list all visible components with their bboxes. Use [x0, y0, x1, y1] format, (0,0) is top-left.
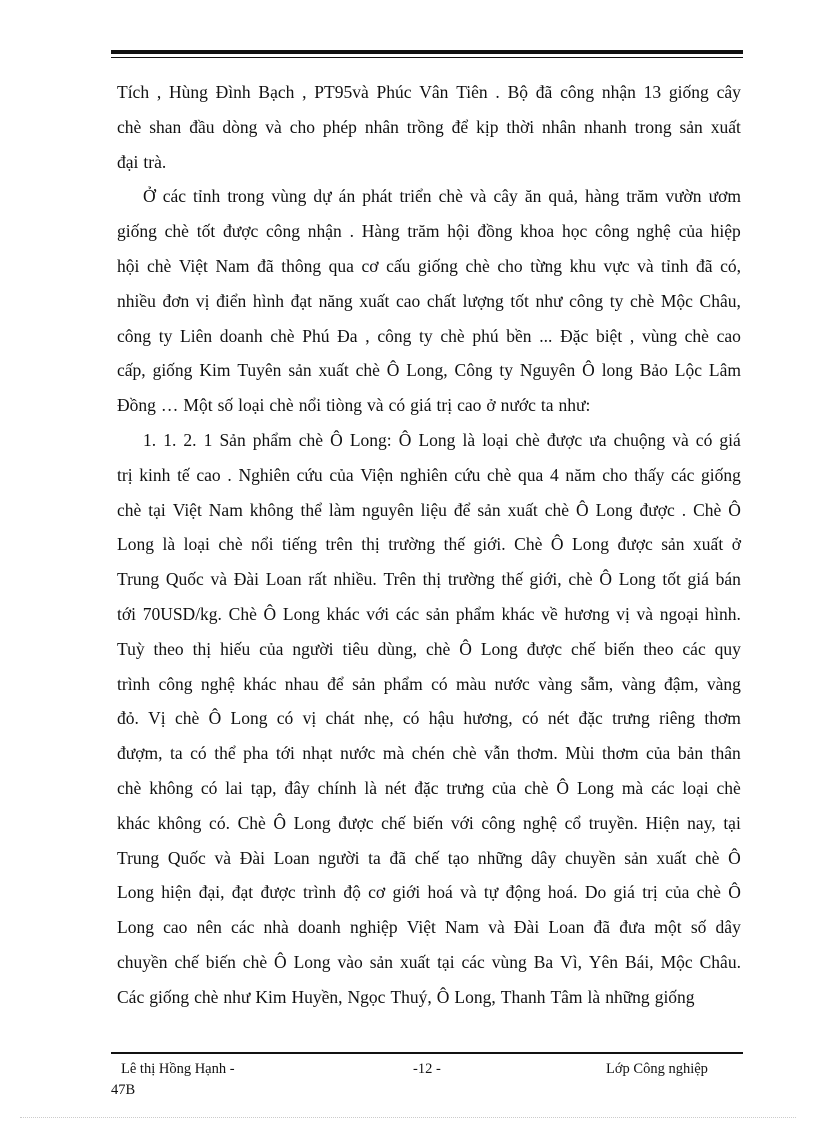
text-line: 1. 1. 2. 1 Sản phẩm chè Ô Long: Ô Long là loại chè được ưa chuộng và có giá — [143, 429, 741, 450]
footer-author-class-code: 47B — [111, 1082, 136, 1098]
paragraph — [117, 75, 741, 179]
footer-page-number: -12 - — [413, 1061, 441, 1077]
text-line: khác không có. Chè Ô Long được chế biến với công nghệ cổ truyền. Hiện nay, tại — [117, 812, 741, 833]
text-line: chè shan đầu dòng và cho phép nhân trồng để kịp thời nhân nhanh trong sản xuất — [117, 116, 741, 137]
text-line: Ở các tỉnh trong vùng dự án phát triển chè và cây ăn quả, hàng trăm vườn ươm — [143, 186, 741, 207]
text-line: giống chè tốt được công nhận . Hàng trăm hội đồng khoa học công nghệ của hiệp — [117, 221, 741, 242]
document-body — [117, 75, 741, 1015]
text-line: Trung Quốc và Đài Loan rất nhiều. Trên thị trường thế giới, chè Ô Long tốt giá bán — [117, 569, 741, 590]
text-line: Long là loại chè nổi tiếng trên thị trường thế giới. Chè Ô Long được sản xuất ở — [117, 534, 741, 555]
text-line: Tuỳ theo thị hiếu của người tiêu dùng, chè Ô Long được chế biến theo các quy — [117, 638, 741, 659]
footer-class-name: Lớp Công nghiệp — [606, 1061, 708, 1077]
text-line: chè tại Việt Nam không thể làm nguyên liệu để sản xuất chè Ô Long được . Chè Ô — [117, 499, 741, 520]
text-line: đỏ. Vị chè Ô Long có vị chát nhẹ, có hậu hương, có nét đặc trưng riêng thơm — [117, 708, 741, 729]
header-rule-thin — [111, 57, 743, 58]
text-line: Long cao nên các nhà doanh nghiệp Việt Nam và Đài Loan đã đưa một số dây — [117, 917, 741, 938]
text-line: Long hiện đại, đạt được trình độ cơ giới hoá và tự động hoá. Do giá trị của chè Ô — [117, 882, 741, 903]
text-line: đượm, ta có thể pha tới nhạt nước mà chén chè vẫn thơm. Mùi thơm của bản thân — [117, 743, 741, 764]
text-line: tới 70USD/kg. Chè Ô Long khác với các sản phẩm khác về hương vị và ngoại hình. — [117, 603, 741, 624]
header-rule-thick — [111, 50, 743, 54]
footer-author — [111, 1059, 321, 1101]
text-line: Đồng … Một số loại chè nổi tiòng và có giá trị cao ở nước ta như: — [117, 395, 591, 416]
text-line: Tích , Hùng Đình Bạch , PT95và Phúc Vân Tiên . Bộ đã công nhận 13 giống cây — [117, 82, 741, 102]
text-line: chè không có lai tạp, đây chính là nét đặc trưng của chè Ô Long mà các loại chè — [117, 777, 741, 798]
text-line: trình công nghệ khác nhau để sản phẩm có màu nước vàng sẫm, vàng đậm, vàng — [117, 673, 741, 694]
text-line: Các giống chè như Kim Huyền, Ngọc Thuý, Ô Long, Thanh Tâm là những giống — [117, 986, 695, 1007]
page-edge-divider — [20, 1117, 796, 1118]
text-line: đại trà. — [117, 151, 167, 172]
text-line: công ty Liên doanh chè Phú Đa , công ty chè phú bền ... Đặc biệt , vùng chè cao — [117, 325, 741, 346]
footer-author-name: Lê thị Hồng Hạnh - — [121, 1061, 235, 1077]
paragraph — [117, 423, 741, 1015]
footer-rule — [111, 1052, 743, 1054]
text-line: trị kinh tế cao . Nghiên cứu của Viện nghiên cứu chè qua 4 năm cho thấy các giống — [117, 464, 741, 485]
text-line: nhiều đơn vị điển hình đạt năng xuất cao chất lượng tốt như công ty chè Mộc Châu, — [117, 290, 741, 311]
text-line: cấp, giống Kim Tuyên sản xuất chè Ô Long, Công ty Nguyên Ô long Bảo Lộc Lâm — [117, 360, 741, 381]
paragraph — [117, 179, 741, 423]
text-line: hội chè Việt Nam đã thông qua cơ cấu giống chè cho từng khu vực và tỉnh đã có, — [117, 255, 741, 276]
text-line: Trung Quốc và Đài Loan người ta đã chế tạo những dây chuyền sản xuất chè Ô — [117, 847, 741, 868]
text-line: chuyền chế biến chè Ô Long vào sản xuất tại các vùng Ba Vì, Yên Bái, Mộc Châu. — [117, 951, 741, 972]
